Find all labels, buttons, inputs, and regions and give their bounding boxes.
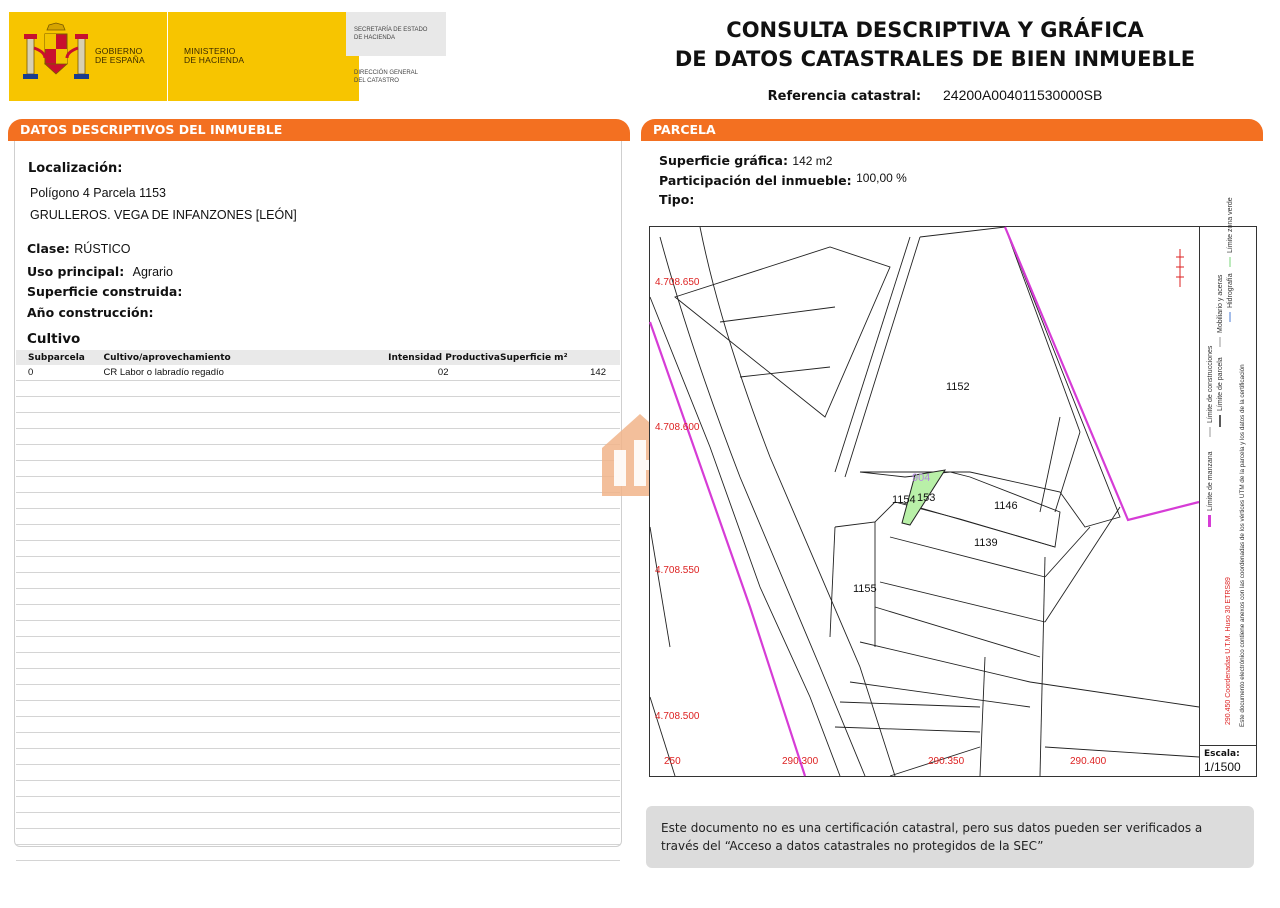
y-label: 4.708.550 [655,565,700,576]
table-row-empty [16,797,620,813]
table-cell-empty [89,413,386,429]
legend-parcela: Límite de parcela [1217,357,1224,411]
table-cell-empty [89,813,386,829]
table-cell-empty [386,845,500,861]
table-cell-empty [89,493,386,509]
participacion-row: Participación del inmueble: 100,00 % [659,171,907,188]
table-cell-empty [500,749,620,765]
clase-value: RÚSTICO [74,242,131,256]
table-cell-empty [386,557,500,573]
parcela-header: PARCELA [641,119,1263,141]
table-row-empty [16,381,620,397]
col-intensidad: Intensidad Productiva [386,350,500,365]
table-row-empty [16,509,620,525]
table-cell-empty [89,781,386,797]
document-title: CONSULTA DESCRIPTIVA Y GRÁFICA DE DATOS CATASTRALES DE BIEN INMUEBLE [674,18,1196,71]
scale-value: 1/1500 [1204,760,1241,774]
table-cell-empty [16,781,89,797]
parcel-label: 153 [917,492,936,504]
table-cell-empty [16,733,89,749]
table-cell-empty [500,525,620,541]
disclaimer-text: Este documento no es una certificación catastral, pero sus datos pueden ser verificados a través del “Acceso a datos catastrales no protegidos de la SEC” [661,821,1203,853]
col-superficie: Superficie m² [500,350,620,365]
table-cell-empty [16,557,89,573]
parcel-label: 904 [912,472,931,484]
table-row-empty [16,701,620,717]
table-cell-empty [16,701,89,717]
table-cell-empty [89,381,386,397]
table-cell-empty [386,541,500,557]
table-row-empty [16,685,620,701]
table-row-empty [16,589,620,605]
table-cell-empty [16,573,89,589]
table-cell-empty [500,653,620,669]
table-cell-empty [89,653,386,669]
parcel-label: 1146 [994,500,1018,512]
table-row-empty [16,653,620,669]
table-cell-empty [500,845,620,861]
table-cell-empty [386,493,500,509]
table-cell-empty [500,813,620,829]
table-cell-empty [386,461,500,477]
table-cell-empty [16,493,89,509]
table-row-empty [16,557,620,573]
table-cell-empty [500,541,620,557]
cell-subparcela: 0 [16,365,89,381]
table-cell-empty [16,461,89,477]
secretaria-block: SECRETARÍA DE ESTADO DE HACIENDA [346,12,446,56]
manzana-boundary [650,322,805,776]
table-row-empty [16,829,620,845]
datos-descriptivos-header: DATOS DESCRIPTIVOS DEL INMUEBLE [8,119,630,141]
table-cell-empty [500,589,620,605]
table-cell-empty [89,685,386,701]
x-label: 250 [664,756,681,767]
table-cell-empty [89,589,386,605]
table-cell-empty [16,813,89,829]
table-cell-empty [16,429,89,445]
table-cell-empty [500,797,620,813]
cell-cultivo: CR Labor o labradío regadío [89,365,386,381]
table-cell-empty [500,701,620,717]
table-cell-empty [500,605,620,621]
table-cell-empty [386,509,500,525]
table-cell-empty [500,621,620,637]
table-cell-empty [89,749,386,765]
legend-zona-verde: Límite zona verde [1227,197,1234,253]
participacion-value: 100,00 % [856,171,907,185]
parcel-label: 1154 [892,494,916,506]
government-logo-block [9,12,359,101]
table-cell-empty [89,445,386,461]
x-label: 290.400 [1070,756,1107,767]
cultivo-table [16,350,620,861]
table-cell-empty [386,749,500,765]
table-cell-empty [500,509,620,525]
table-cell-empty [386,653,500,669]
table-cell-empty [386,829,500,845]
table-cell-empty [89,525,386,541]
table-cell-empty [500,733,620,749]
table-cell-empty [16,845,89,861]
disclaimer-note [646,806,1254,868]
table-cell-empty [89,733,386,749]
table-cell-empty [89,717,386,733]
table-cell-empty [386,669,500,685]
cell-intensidad: 02 [386,365,500,381]
table-cell-empty [500,669,620,685]
table-cell-empty [500,717,620,733]
table-row-empty [16,669,620,685]
table-cell-empty [500,573,620,589]
legend-manzana: Límite de manzana [1207,451,1214,511]
referencia-label: Referencia catastral: [767,89,922,104]
table-cell-empty [16,669,89,685]
table-cell-empty [386,445,500,461]
table-cell-empty [89,701,386,717]
table-cell-empty [16,637,89,653]
table-cell-empty [16,413,89,429]
table-row-empty [16,429,620,445]
table-cell-empty [386,573,500,589]
localizacion-line1: Polígono 4 Parcela 1153 [30,186,166,200]
table-cell-empty [16,749,89,765]
table-cell-empty [500,637,620,653]
table-cell-empty [386,765,500,781]
clase-row: Clase: RÚSTICO [27,241,131,256]
table-cell-empty [89,621,386,637]
table-cell-empty [386,605,500,621]
table-cell-empty [500,829,620,845]
y-label: 4.708.500 [655,711,700,722]
table-row-empty [16,461,620,477]
tipo-label: Tipo: [659,192,695,207]
table-cell-empty [89,845,386,861]
table-cell-empty [386,429,500,445]
table-cell-empty [16,541,89,557]
x-label: 290.300 [782,756,819,767]
superficie-construida-label: Superficie construida: [27,284,183,299]
gobierno-label: GOBIERNO DE ESPAÑA [95,46,145,65]
table-cell-empty [16,381,89,397]
table-row-empty [16,621,620,637]
table-cell-empty [500,557,620,573]
table-row-empty [16,525,620,541]
coat-of-arms-icon [21,22,91,92]
uso-principal-row: Uso principal: Agrario [27,264,173,279]
y-label: 4.708.600 [655,422,700,433]
table-cell-empty [500,381,620,397]
table-cell-empty [16,509,89,525]
table-cell-empty [16,589,89,605]
direccion-label: DIRECCIÓN GENERAL DEL CATASTRO [354,70,419,84]
road-right-edge [660,237,865,776]
col-cultivo: Cultivo/aprovechamiento [89,350,386,365]
cultivo-title: Cultivo [27,331,81,347]
uso-value: Agrario [132,265,173,279]
table-cell-empty [16,717,89,733]
superficie-grafica-value: 142 m2 [792,154,833,168]
table-cell-empty [16,397,89,413]
legend-mobiliario: Mobiliario y aceras [1217,274,1224,333]
cell-superficie: 142 [500,365,620,381]
table-cell-empty [89,477,386,493]
table-row-empty [16,573,620,589]
legend-coordinates: 290.450 Coordenadas U.T.M. Huso 30 ETRS89 [1225,577,1232,725]
table-cell-empty [16,653,89,669]
table-cell-empty [89,829,386,845]
scale-box [1199,745,1256,776]
table-row-empty [16,765,620,781]
table-row-empty [16,605,620,621]
table-cell-empty [16,477,89,493]
referencia-value: 24200A004011530000SB [943,87,1103,103]
table-row-empty [16,541,620,557]
legend-construcciones: Límite de construcciones [1207,345,1214,423]
table-cell-empty [386,621,500,637]
table-cell-empty [89,669,386,685]
x-label: 290.350 [928,756,965,767]
table-cell-empty [89,541,386,557]
table-cell-empty [386,733,500,749]
manzana-boundary-right [1005,227,1199,520]
parcel-label: 1155 [853,583,877,595]
table-row-empty [16,781,620,797]
table-cell-empty [89,429,386,445]
table-cell-empty [500,765,620,781]
table-row-empty [16,845,620,861]
table-cell-empty [386,637,500,653]
legend-note: Este documento electrónico contiene anexos con las coordenadas de los vértices UTM de la parcela y los datos de la certificación [1239,364,1246,727]
table-cell-empty [386,797,500,813]
ministerio-label: MINISTERIO DE HACIENDA [184,46,245,65]
table-cell-empty [16,525,89,541]
table-cell-empty [89,573,386,589]
table-row-empty [16,493,620,509]
table-cell-empty [500,685,620,701]
table-cell-empty [16,797,89,813]
table-cell-empty [386,813,500,829]
table-cell-empty [89,461,386,477]
table-row-empty [16,749,620,765]
table-cell-empty [16,765,89,781]
table-cell-empty [386,381,500,397]
table-cell-empty [89,637,386,653]
table-cell-empty [386,685,500,701]
table-header-row [16,350,620,365]
table-row-empty [16,397,620,413]
table-cell-empty [89,557,386,573]
table-cell-empty [16,685,89,701]
parcel-label: 1139 [974,537,998,549]
y-label: 4.708.650 [655,277,700,288]
table-cell-empty [16,445,89,461]
table-cell-empty [386,397,500,413]
localizacion-line2: GRULLEROS. VEGA DE INFANZONES [LEÓN] [30,208,297,222]
parcel-label: 1152 [946,381,970,393]
table-cell-empty [16,621,89,637]
table-row-empty [16,813,620,829]
legend-hidrografia: Hidrografía [1227,273,1234,308]
col-subparcela: Subparcela [16,350,89,365]
table-cell-empty [386,717,500,733]
table-row-empty [16,445,620,461]
map-drawing [650,227,1199,776]
table-cell-empty [89,509,386,525]
table-cell-empty [89,605,386,621]
table-row [16,365,620,381]
north-arrow-icon [1176,249,1184,287]
anio-construccion-label: Año construcción: [27,305,154,320]
table-cell-empty [386,701,500,717]
table-cell-empty [16,605,89,621]
table-row-empty [16,717,620,733]
map-legend [1199,197,1256,745]
table-row-empty [16,477,620,493]
scale-label: Escala: [1204,749,1240,759]
referencia-catastral [640,87,1230,104]
table-cell-empty [386,413,500,429]
table-cell-empty [89,765,386,781]
table-cell-empty [16,829,89,845]
table-cell-empty [386,589,500,605]
table-row-empty [16,637,620,653]
localizacion-label: Localización: [28,161,123,176]
table-cell-empty [89,397,386,413]
superficie-grafica-row: Superficie gráfica: 142 m2 [659,153,833,168]
table-row-empty [16,733,620,749]
header-divider [167,12,168,101]
table-cell-empty [386,525,500,541]
table-cell-empty [386,477,500,493]
table-cell-empty [89,797,386,813]
table-cell-empty [500,781,620,797]
table-cell-empty [386,781,500,797]
table-row-empty [16,413,620,429]
